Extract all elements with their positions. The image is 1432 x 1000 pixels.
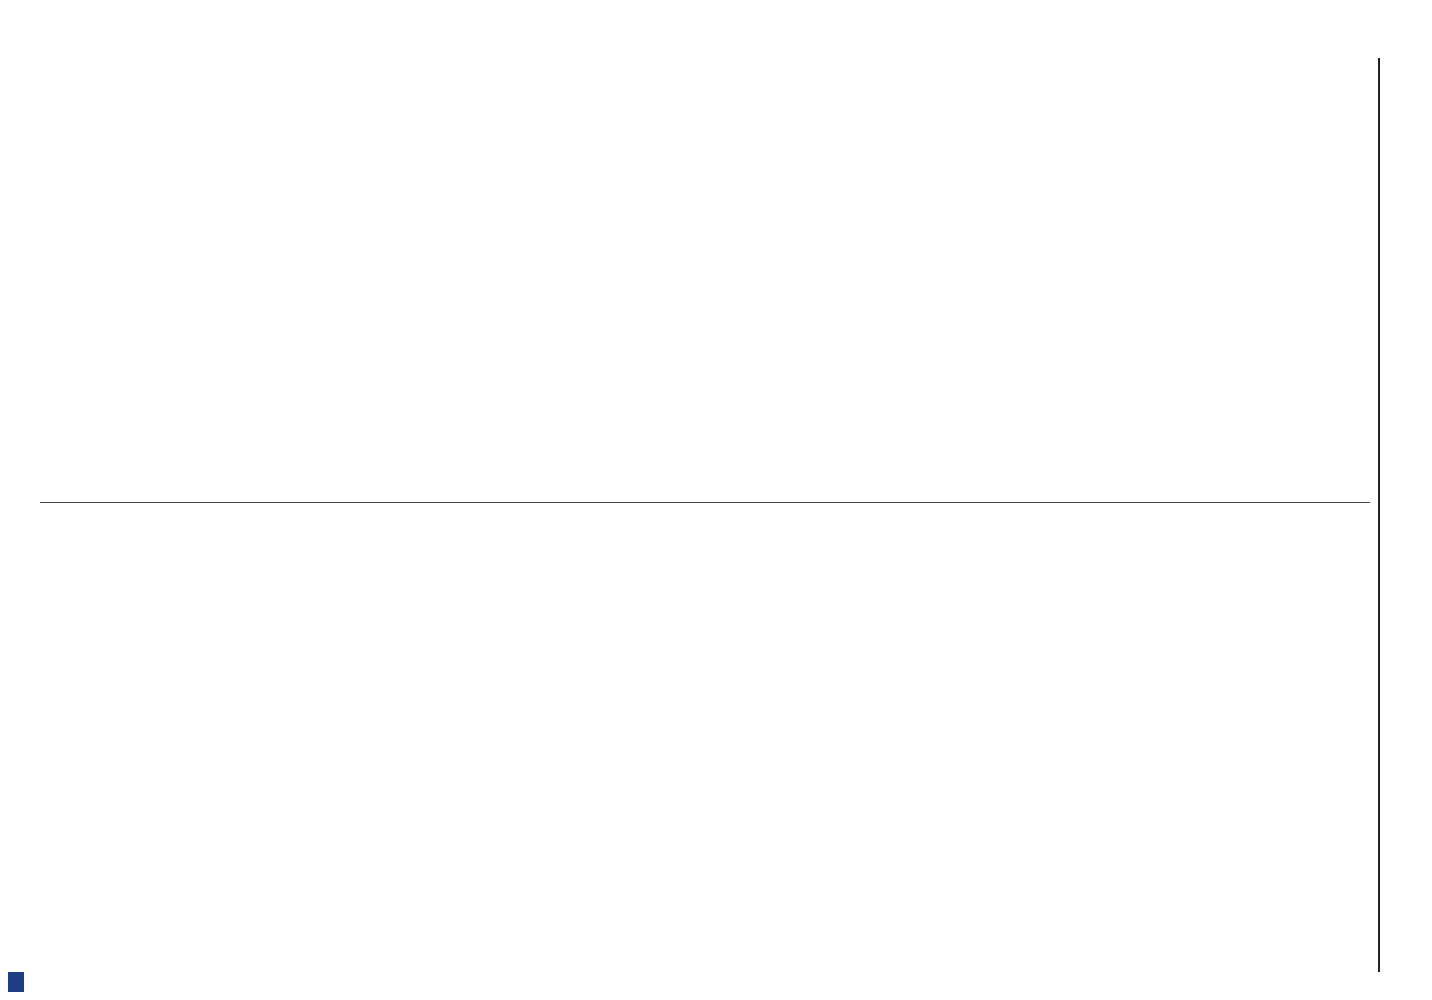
text-column-left bbox=[30, 58, 1370, 496]
text-column-right bbox=[30, 514, 1370, 964]
credit-bar bbox=[0, 0, 30, 1000]
digitization-credit bbox=[6, 8, 24, 992]
header-rule bbox=[1378, 58, 1380, 972]
dfg-logo-icon bbox=[8, 972, 24, 992]
running-header bbox=[1374, 0, 1414, 1000]
column-divider bbox=[40, 502, 1370, 503]
